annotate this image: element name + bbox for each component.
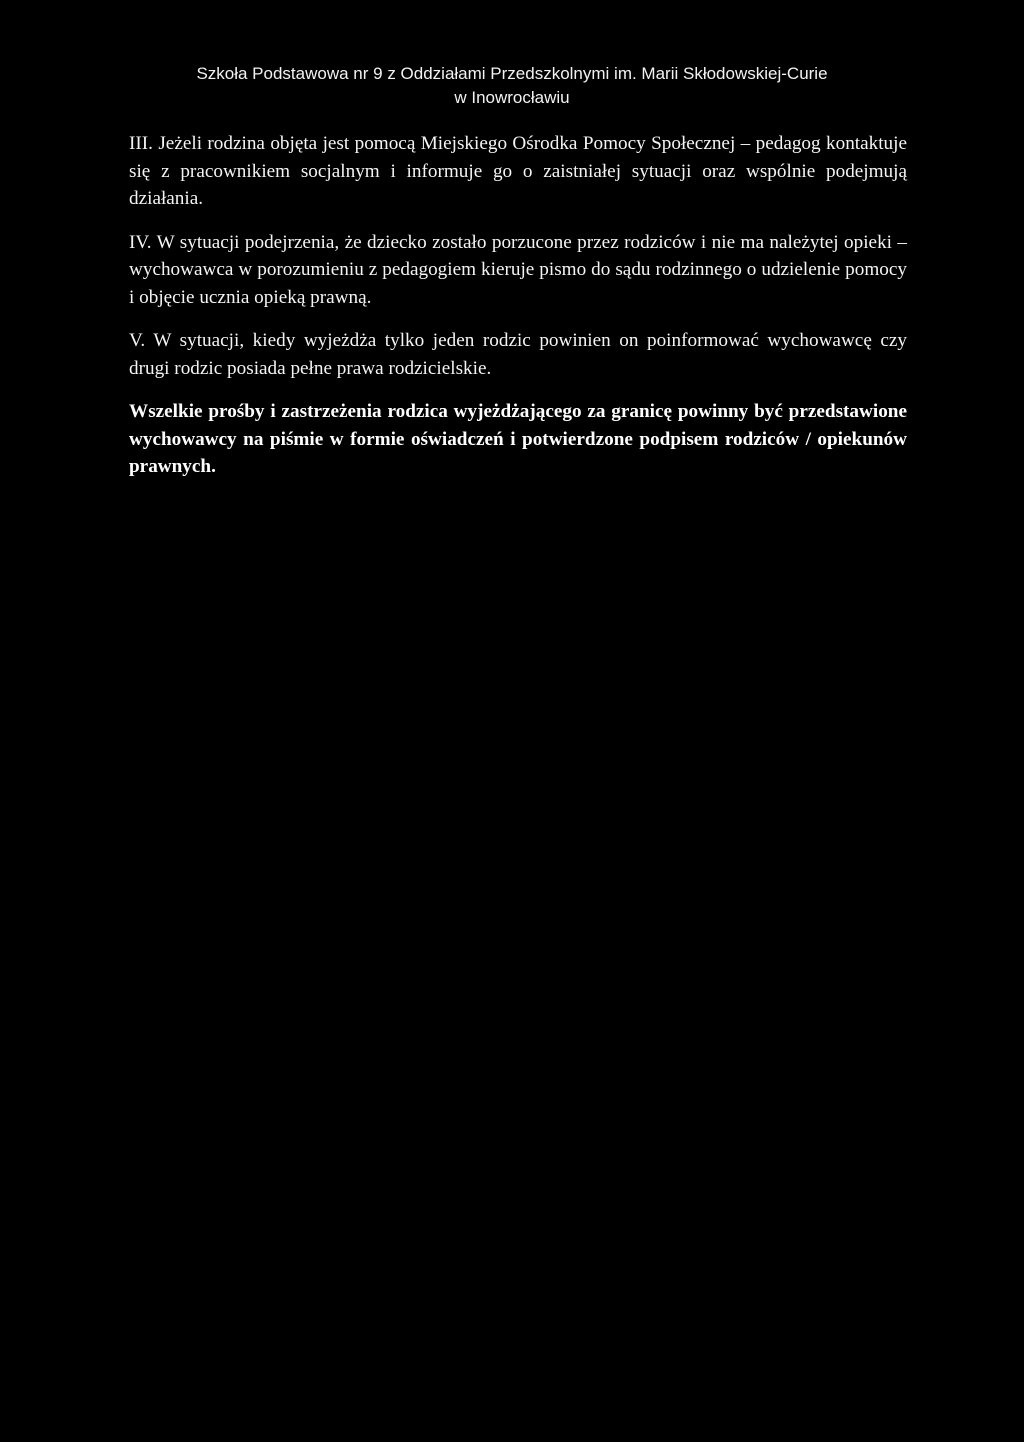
- section-v: V. W sytuacji, kiedy wyjeżdża tylko jeden rodzic powinien on poinformować wychowawcę czy drugi rodzic posiada pełne prawa rodzicielskie.: [129, 330, 907, 379]
- section-iii: III. Jeżeli rodzina objęta jest pomocą Miejskiego Ośrodka Pomocy Społecznej – pedagog kontaktuje się z pracownikiem socjalnym i informuje go o zaistniałej sytuacji oraz wspólnie podejmują działania.: [129, 133, 907, 209]
- section-iv: IV. W sytuacji podejrzenia, że dziecko zostało porzucone przez rodziców i nie ma należytej opieki – wychowawca w porozumieniu z pedagogiem kieruje pismo do sądu rodzinnego o udzielenie pomocy i objęcie ucznia opieką prawną.: [129, 231, 907, 308]
- school-name: Szkoła Podstawowa nr 9 z Oddziałami Przedszkolnymi im. Marii Skłodowskiej-Curie: [196, 64, 828, 83]
- school-city: w Inowrocławiu: [454, 88, 570, 107]
- document-header: [0, 62, 1024, 110]
- closing-note: Wszelkie prośby i zastrzeżenia rodzica wyjeżdżającego za granicę powinny być przedstawione wychowawcy na piśmie w formie oświadczeń i potwierdzone podpisem rodziców / opiekunów prawnych.: [129, 401, 907, 477]
- document-body: [129, 130, 907, 497]
